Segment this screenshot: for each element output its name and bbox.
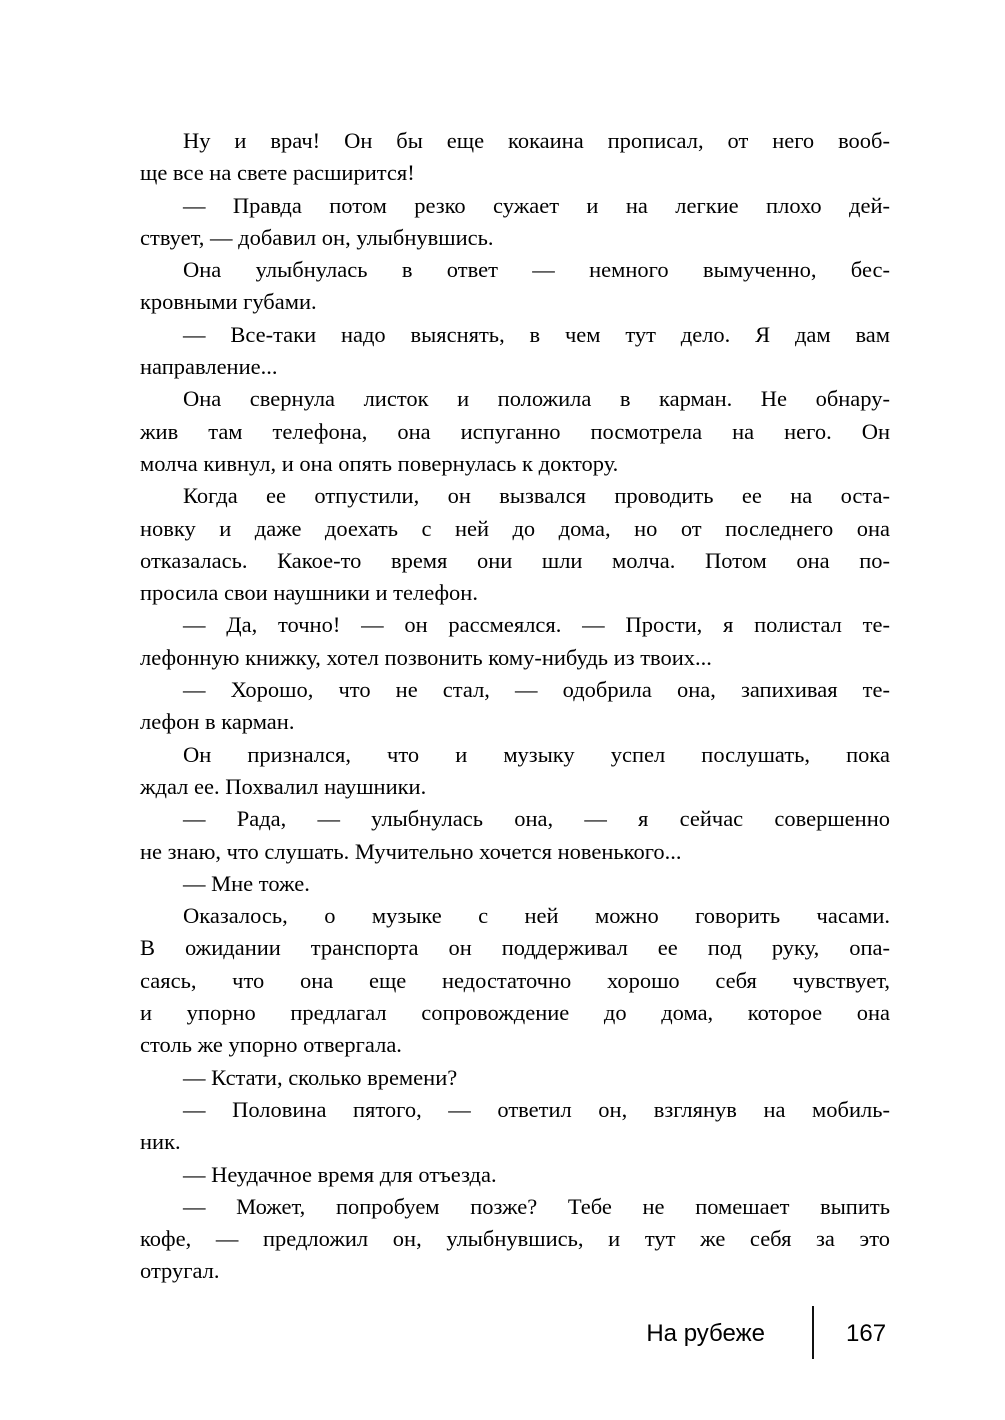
text-line: жив там телефона, она испуганно посмотрела на него. Он [140,418,890,444]
page-text [140,125,890,1288]
text-line: столь же упорно отвергала. [140,1032,402,1058]
text-line: ствует, — добавил он, улыбнувшись. [140,224,494,250]
text-line: Оказалось, о музыке с ней можно говорить часами. [183,903,890,929]
page-number: 167 [846,1320,887,1347]
text-line: направление... [140,354,278,380]
text-line: Ну и врач! Он бы еще кокаина прописал, от него вооб- [183,128,890,153]
text-line: кровными губами. [140,289,317,315]
text-line: просила свои наушники и телефон. [140,580,478,606]
text-line: отругал. [140,1258,220,1284]
text-line: — Половина пятого, — ответил он, взглянув на мобиль- [183,1096,890,1122]
text-line: Она улыбнулась в ответ — немного вымученно, бес- [183,257,890,283]
text-line: новку и даже доехать с ней до дома, но от последнего она [140,515,890,541]
text-line: В ожидании транспорта он поддерживал ее под руку, опа- [140,935,890,961]
text-line: кофе, — предложил он, улыбнувшись, и тут же себя за это [140,1226,890,1252]
running-title: На рубеже [646,1320,765,1347]
text-line: Она свернула листок и положила в карман. Не обнару- [183,386,890,412]
text-line: молча кивнул, и она опять повернулась к доктору. [140,450,619,476]
text-line: Когда ее отпустили, он вызвался проводить ее на оста- [183,483,890,509]
text-line: и упорно предлагал сопровождение до дома, которое она [140,1000,890,1026]
footer-divider [812,1306,814,1359]
text-line: — Неудачное время для отъезда. [183,1161,497,1187]
text-line: лефон в карман. [140,709,295,735]
text-line: саясь, что она еще недостаточно хорошо себя чувствует, [140,967,890,993]
text-line: ник. [140,1129,181,1155]
text-line: — Кстати, сколько времени? [183,1064,458,1090]
text-line: — Мне тоже. [183,870,310,896]
text-line: — Все-таки надо выяснять, в чем тут дело. Я дам вам [183,321,890,347]
text-line: ждал ее. Похвалил наушники. [140,773,427,799]
text-line: Он признался, что и музыку успел послушать, пока [183,741,890,767]
text-line: не знаю, что слушать. Мучительно хочется новенького... [140,838,682,864]
text-line: — Правда потом резко сужает и на легкие плохо дей- [183,192,890,218]
text-line: отказалась. Какое-то время они шли молча. Потом она по- [140,547,890,573]
text-line: лефонную книжку, хотел позвонить кому-нибудь из твоих... [140,644,712,670]
text-line: — Рада, — улыбнулась она, — я сейчас совершенно [183,806,890,832]
text-line: — Да, точно! — он рассмеялся. — Прости, я полистал те- [183,612,890,638]
text-line: — Может, попробуем позже? Тебе не помешает выпить [183,1193,890,1219]
text-line: ще все на свете расширится! [140,160,415,186]
text-line: — Хорошо, что не стал, — одобрила она, запихивая те- [183,677,890,703]
